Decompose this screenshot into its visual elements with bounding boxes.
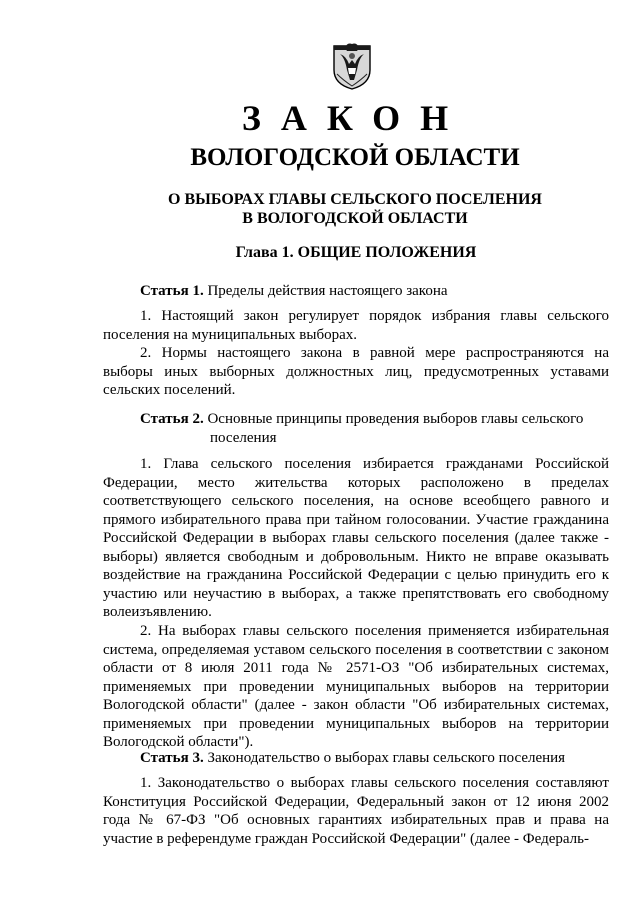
article-1-heading bbox=[140, 282, 448, 301]
region-title: ВОЛОГОДСКОЙ ОБЛАСТИ bbox=[190, 144, 520, 171]
document-type-title: ЗАКОН bbox=[241, 98, 469, 138]
article-1-paragraph-1: 1. Настоящий закон регулирует порядок избрания главы сельского поселения на муниципальных выборах. bbox=[103, 308, 609, 343]
article-1-label: Статья 1. bbox=[140, 283, 204, 299]
article-2-paragraph-1: 1. Глава сельского поселения избирается гражданами Российской Федерации, место жительства которых расположено в пределах соответствующего сельского поселения, на основе всеобщего равного и прямого избирательного права при тайном голосовании. Участие гражданина Российской Федерации в выборах главы сельского поселения (далее также - выборы) является свободным и добровольным. Никто не вправе оказывать воздействие на гражданина Российской Федерации с целью принудить его к участию или неучастию в выборах, а также препятствовать его свободному волеизъявлению. bbox=[103, 456, 609, 620]
article-2-label: Статья 2. bbox=[140, 411, 204, 427]
article-3-label: Статья 3. bbox=[140, 750, 204, 766]
article-3-title: Законодательство о выборах главы сельского поселения bbox=[207, 750, 566, 766]
article-2-paragraph-2: 2. На выборах главы сельского поселения применяется избирательная система, определяемая уставом сельского поселения в соответствии с законом области от 8 июля 2011 года № 2571-ОЗ "Об избирательных системах, применяемых при проведении муниципальных выборов на территории Вологодской области" (далее - закон области "Об избирательных системах, применяемых при проведении муниципальных выборов на территории Вологодской области"). bbox=[103, 623, 609, 750]
law-title-line-2: В ВОЛОГОДСКОЙ ОБЛАСТИ bbox=[242, 210, 468, 227]
article-1-paragraph-2: 2. Нормы настоящего закона в равной мере распространяются на выборы иных выборных должностных лиц, предусмотренных уставами сельских поселений. bbox=[103, 345, 609, 398]
chapter-heading: Глава 1. ОБЩИЕ ПОЛОЖЕНИЯ bbox=[235, 244, 477, 261]
article-1-title: Пределы действия настоящего закона bbox=[207, 283, 448, 299]
article-3-paragraph-1: 1. Законодательство о выборах главы сельского поселения составляют Конституция Российской Федерации, Федеральный закон от 12 июня 2002 года № 67-ФЗ "Об основных гарантиях избирательных прав и права на участие в референдуме граждан Российской Федерации" (далее - Федераль- bbox=[103, 775, 609, 847]
law-title-line-1: О ВЫБОРАХ ГЛАВЫ СЕЛЬСКОГО ПОСЕЛЕНИЯ bbox=[168, 191, 542, 208]
article-2-title-line-1: Основные принципы проведения выборов главы сельского bbox=[207, 411, 584, 427]
article-2-heading bbox=[140, 410, 583, 448]
vologda-coat-of-arms-icon bbox=[331, 40, 373, 90]
law-title bbox=[0, 190, 640, 228]
article-3-heading bbox=[140, 749, 565, 768]
article-2-title-line-2: поселения bbox=[210, 430, 277, 446]
